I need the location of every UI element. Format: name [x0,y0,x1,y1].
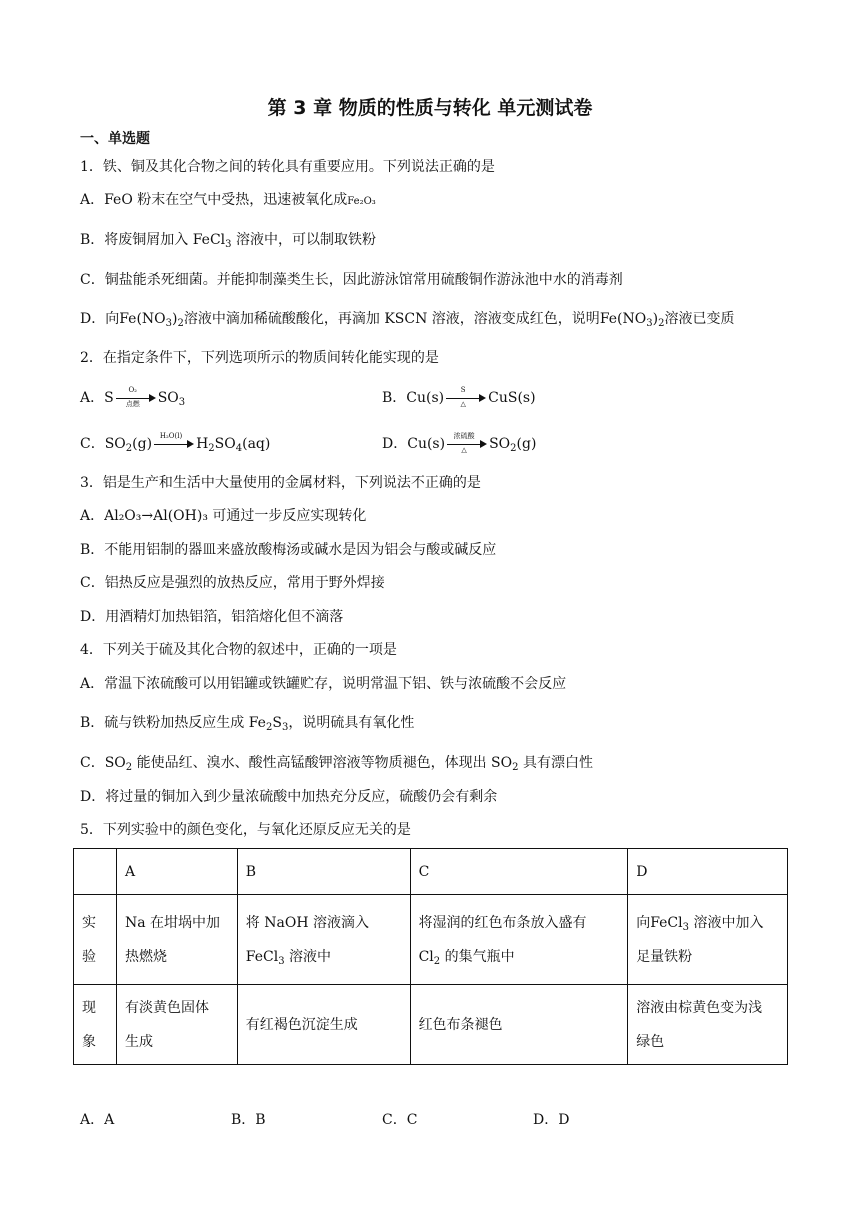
option-d-text: D．向 [80,311,120,327]
table-row-phenomenon [74,985,788,1065]
table-header-row [74,849,788,895]
section-heading: 一、单选题 [80,131,150,147]
option-a-text: A．FeO 粉末在空气中受热，迅速被氧化成 [80,192,348,208]
question-3-option-c: C．铝热反应是强烈的放热反应，常用于野外焊接 [80,575,385,591]
question-1-option-a [80,190,376,212]
row-label: 实 验 [74,895,117,985]
question-2-option-c: C．$SO_2(g)$ H₂O(l) $H_2SO_4(aq)$ [80,432,271,454]
option-d-label: D． [382,436,408,452]
question-5-option-a: A．A [80,1112,115,1128]
option-c-label: C． [80,436,105,452]
table-row-experiment [74,895,788,985]
question-5-option-b: B．B [231,1112,266,1128]
table-header-cell: A [116,849,237,895]
table-header-cell [74,849,117,895]
question-1-option-c: C．铜盐能杀死细菌。并能抑制藻类生长，因此游泳馆常用硫酸铜作游泳池中水的消毒剂 [80,272,623,288]
option-a-label: A． [80,390,105,406]
table-cell: 将湿润的红色布条放入盛有 $Cl_2$ 的集气瓶中 [410,895,628,985]
table-cell: 向FeCl$_3$ 溶液中加入 足量铁粉 [628,895,788,985]
option-b-text: B．硫与铁粉加热反应生成 Fe [80,715,266,731]
table-header-cell: D [628,849,788,895]
experiment-table [73,848,788,1065]
reaction-arrow: O₂ 点燃 [116,391,156,405]
question-4-option-a: A．常温下浓硫酸可以用铝罐或铁罐贮存，说明常温下铝、铁与浓硫酸不会反应 [80,676,567,692]
option-c-text: C．SO [80,755,126,771]
table-cell: 将 NaOH 溶液滴入 FeCl$_3$ 溶液中 [237,895,410,985]
question-3-option-d: D．用酒精灯加热铝箔，铝箔熔化但不滴落 [80,609,344,625]
table-cell: 有淡黄色固体 生成 [116,985,237,1065]
question-4-option-b: B．硫与铁粉加热反应生成 $Fe_2S_3$，说明硫具有氧化性 [80,715,415,733]
reaction-arrow: S △ [446,391,486,405]
reaction-arrow: H₂O(l) [154,437,194,451]
option-b-label: B． [382,390,407,406]
table-header-cell: C [410,849,628,895]
table-cell: 有红褐色沉淀生成 [237,985,410,1065]
question-2-option-b: B．Cu(s) S △ CuS(s) [382,386,536,408]
table-cell: Na 在坩埚中加 热燃烧 [116,895,237,985]
question-1-option-b: B．将废铜屑加入 FeCl$_3$ 溶液中，可以制取铁粉 [80,232,376,250]
table-header-cell: B [237,849,410,895]
question-3-stem: 3．铝是生产和生活中大量使用的金属材料，下列说法不正确的是 [80,475,481,491]
question-2-option-a: A．S O₂ 点燃 $SO_3$ [80,386,186,408]
option-d-text-mid: 溶液中滴加稀硫酸酸化，再滴加 KSCN 溶液，溶液变成红色，说明 [183,311,600,327]
row-label: 现 象 [74,985,117,1065]
option-c-text-end: 具有漂白性 [518,755,593,771]
question-5-stem: 5．下列实验中的颜色变化，与氧化还原反应无关的是 [80,822,411,838]
question-4-option-d: D．将过量的铜加入到少量浓硫酸中加热充分反应，硫酸仍会有剩余 [80,789,498,805]
option-b-text-end: 溶液中，可以制取铁粉 [231,232,376,248]
question-1-stem: 1．铁、铜及其化合物之间的转化具有重要应用。下列说法正确的是 [80,159,495,175]
page-title: 第 3 章 物质的性质与转化 单元测试卷 [267,97,593,119]
option-c-text-mid: 能使品红、溴水、酸性高锰酸钾溶液等物质褪色，体现出 SO [132,755,513,771]
question-2-stem: 2．在指定条件下，下列选项所示的物质间转化能实现的是 [80,350,439,366]
question-2-option-d: D．Cu(s) 浓硫酸 △ $SO_2(g)$ [382,432,537,454]
table-cell: 溶液由棕黄色变为浅 绿色 [628,985,788,1065]
reaction-arrow: 浓硫酸 △ [447,437,487,451]
question-4-stem: 4．下列关于硫及其化合物的叙述中，正确的一项是 [80,642,397,658]
option-d-text-end: 溶液已变质 [664,311,735,327]
option-b-text-end: ，说明硫具有氧化性 [288,715,415,731]
table-cell: 红色布条褪色 [410,985,628,1065]
fe2o3-formula: Fe₂O₃ [347,196,376,207]
question-4-option-c: C．$SO_2$ 能使品红、溴水、酸性高锰酸钾溶液等物质褪色，体现出 $SO_2$ 具有漂白性 [80,755,593,773]
option-b-text: B．将废铜屑加入 FeCl [80,232,226,248]
question-3-option-b: B．不能用铝制的器皿来盛放酸梅汤或碱水是因为铝会与酸或碱反应 [80,542,497,558]
question-3-option-a: A．Al₂O₃→Al(OH)₃ 可通过一步反应实现转化 [80,508,367,524]
question-1-option-d: D．向$Fe(NO_3)_2$溶液中滴加稀硫酸酸化，再滴加 KSCN 溶液，溶液变成红色，说明$Fe(NO_3)_2$溶液已变质 [80,311,735,329]
question-5-option-d: D．D [533,1112,570,1128]
question-5-option-c: C．C [382,1112,418,1128]
